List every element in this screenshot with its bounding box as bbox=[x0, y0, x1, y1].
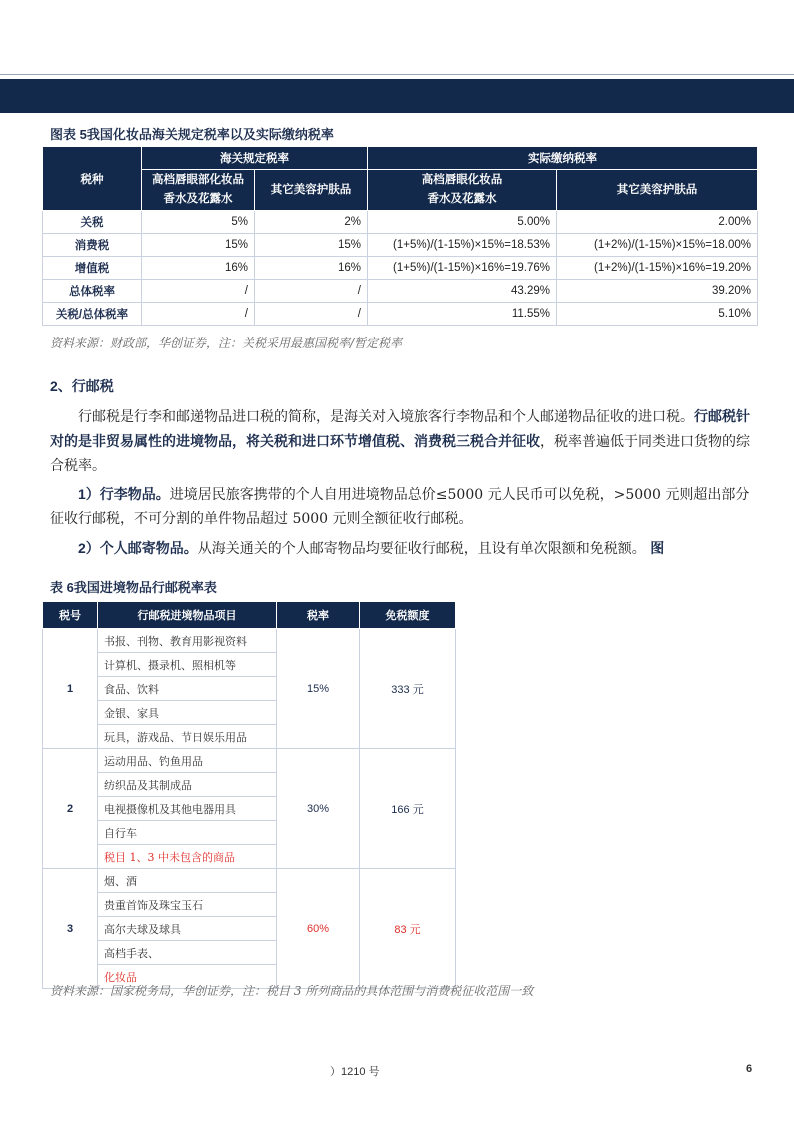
page-number: 6 bbox=[746, 1063, 753, 1075]
cell: (1+2%)/(1-15%)×15%=18.00% bbox=[557, 234, 758, 257]
table5-source: 资料来源：财政部，华创证券，注：关税采用最惠国税率/暂定税率 bbox=[50, 336, 403, 350]
item-cell: 电视摄像机及其他电器用具 bbox=[98, 797, 277, 821]
cell: 2.00% bbox=[557, 211, 758, 234]
table6-source: 资料来源：国家税务局，华创证券，注：税目 3 所列商品的具体范围与消费税征收范围一致 bbox=[50, 984, 534, 998]
tax-number: 3 bbox=[43, 869, 98, 989]
table5-caption: 图表 5我国化妆品海关规定税率以及实际缴纳税率 bbox=[50, 127, 334, 142]
table-row bbox=[43, 303, 758, 326]
table-row bbox=[43, 234, 758, 257]
tax-number: 1 bbox=[43, 629, 98, 749]
header-exemption: 免税额度 bbox=[360, 602, 456, 629]
postal-tax-table bbox=[42, 601, 456, 989]
table-row bbox=[43, 629, 456, 653]
cell: / bbox=[255, 280, 368, 303]
item-cell: 计算机、摄录机、照相机等 bbox=[98, 653, 277, 677]
row-label: 总体税率 bbox=[43, 280, 142, 303]
cell: 5.00% bbox=[368, 211, 557, 234]
exemption-cell-highlighted: 83 元 bbox=[360, 869, 456, 989]
header-rule bbox=[0, 74, 794, 75]
item-cell-highlighted: 化妆品 bbox=[98, 965, 277, 989]
tax-rate-table bbox=[42, 146, 758, 326]
header-actual-rate: 实际缴纳税率 bbox=[368, 147, 758, 170]
rate-cell: 30% bbox=[277, 749, 360, 869]
item-cell: 运动用品、钓鱼用品 bbox=[98, 749, 277, 773]
paragraph-mail: 2）个人邮寄物品。从海关通关的个人邮寄物品均要征收行邮税，且设有单次限额和免税额。 图 bbox=[78, 540, 665, 557]
cell: 39.20% bbox=[557, 280, 758, 303]
subheader-premium-cosmetics-customs: 高档唇眼部化妆品 香水及花露水 bbox=[142, 170, 255, 211]
table-row bbox=[43, 749, 456, 773]
item-cell: 食品、饮料 bbox=[98, 677, 277, 701]
exemption-cell: 166 元 bbox=[360, 749, 456, 869]
cell: 5% bbox=[142, 211, 255, 234]
paragraph-intro: 行邮税是行李和邮递物品进口税的简称，是海关对入境旅客行李物品和个人邮递物品征收的进口税。行邮税针对的是非贸易属性的进境物品，将关税和进口环节增值税、消费税三税合并征收，税率普遍低于同类进口货物的综合税率。 bbox=[50, 408, 750, 474]
table-row bbox=[43, 869, 456, 893]
cell: 15% bbox=[255, 234, 368, 257]
tax-number: 2 bbox=[43, 749, 98, 869]
cell: 16% bbox=[142, 257, 255, 280]
row-label: 增值税 bbox=[43, 257, 142, 280]
table-row bbox=[43, 211, 758, 234]
item-cell: 金银、家具 bbox=[98, 701, 277, 725]
section-heading: 2、行邮税 bbox=[50, 378, 114, 394]
header-items: 行邮税进境物品项目 bbox=[98, 602, 277, 629]
row-label: 消费税 bbox=[43, 234, 142, 257]
cell: 15% bbox=[142, 234, 255, 257]
header-customs-rate: 海关规定税率 bbox=[142, 147, 368, 170]
header-rate: 税率 bbox=[277, 602, 360, 629]
cell: / bbox=[142, 280, 255, 303]
item-cell: 纺织品及其制成品 bbox=[98, 773, 277, 797]
item-cell: 自行车 bbox=[98, 821, 277, 845]
row-label: 关税 bbox=[43, 211, 142, 234]
item-cell: 高档手表、 bbox=[98, 941, 277, 965]
exemption-cell: 333 元 bbox=[360, 629, 456, 749]
item-cell: 高尔夫球及球具 bbox=[98, 917, 277, 941]
cell: / bbox=[255, 303, 368, 326]
item-cell: 玩具，游戏品、节日娱乐用品 bbox=[98, 725, 277, 749]
item-cell: 贵重首饰及珠宝玉石 bbox=[98, 893, 277, 917]
cell: / bbox=[142, 303, 255, 326]
table-row bbox=[43, 257, 758, 280]
header-tax-type: 税种 bbox=[43, 147, 142, 211]
paragraph-luggage: 1）行李物品。进境居民旅客携带的个人自用进境物品总价≤5000 元人民币可以免税，>5000 元则超出部分征收行邮税，不可分割的单件物品超过 5000 元则全额征收行邮税。 bbox=[50, 486, 750, 527]
table6-caption: 表 6我国进境物品行邮税率表 bbox=[50, 580, 217, 595]
header-tax-number: 税号 bbox=[43, 602, 98, 629]
row-label: 关税/总体税率 bbox=[43, 303, 142, 326]
cell: 43.29% bbox=[368, 280, 557, 303]
header-banner bbox=[0, 79, 794, 113]
cell: (1+5%)/(1-15%)×15%=18.53% bbox=[368, 234, 557, 257]
subheader-other-skincare-actual: 其它美容护肤品 bbox=[557, 170, 758, 211]
subheader-premium-cosmetics-actual: 高档唇眼化妆品 香水及花露水 bbox=[368, 170, 557, 211]
rate-cell: 15% bbox=[277, 629, 360, 749]
rate-cell-highlighted: 60% bbox=[277, 869, 360, 989]
table-row bbox=[43, 280, 758, 303]
subheader-other-skincare-customs: 其它美容护肤品 bbox=[255, 170, 368, 211]
cell: 16% bbox=[255, 257, 368, 280]
cell: (1+5%)/(1-15%)×16%=19.76% bbox=[368, 257, 557, 280]
item-cell-highlighted: 税目 1、3 中未包含的商品 bbox=[98, 845, 277, 869]
item-cell: 书报、刊物、教育用影视资料 bbox=[98, 629, 277, 653]
cell: 11.55% bbox=[368, 303, 557, 326]
cell: 2% bbox=[255, 211, 368, 234]
footer-note: ）1210 号 bbox=[330, 1066, 380, 1078]
item-cell: 烟、酒 bbox=[98, 869, 277, 893]
cell: 5.10% bbox=[557, 303, 758, 326]
cell: (1+2%)/(1-15%)×16%=19.20% bbox=[557, 257, 758, 280]
